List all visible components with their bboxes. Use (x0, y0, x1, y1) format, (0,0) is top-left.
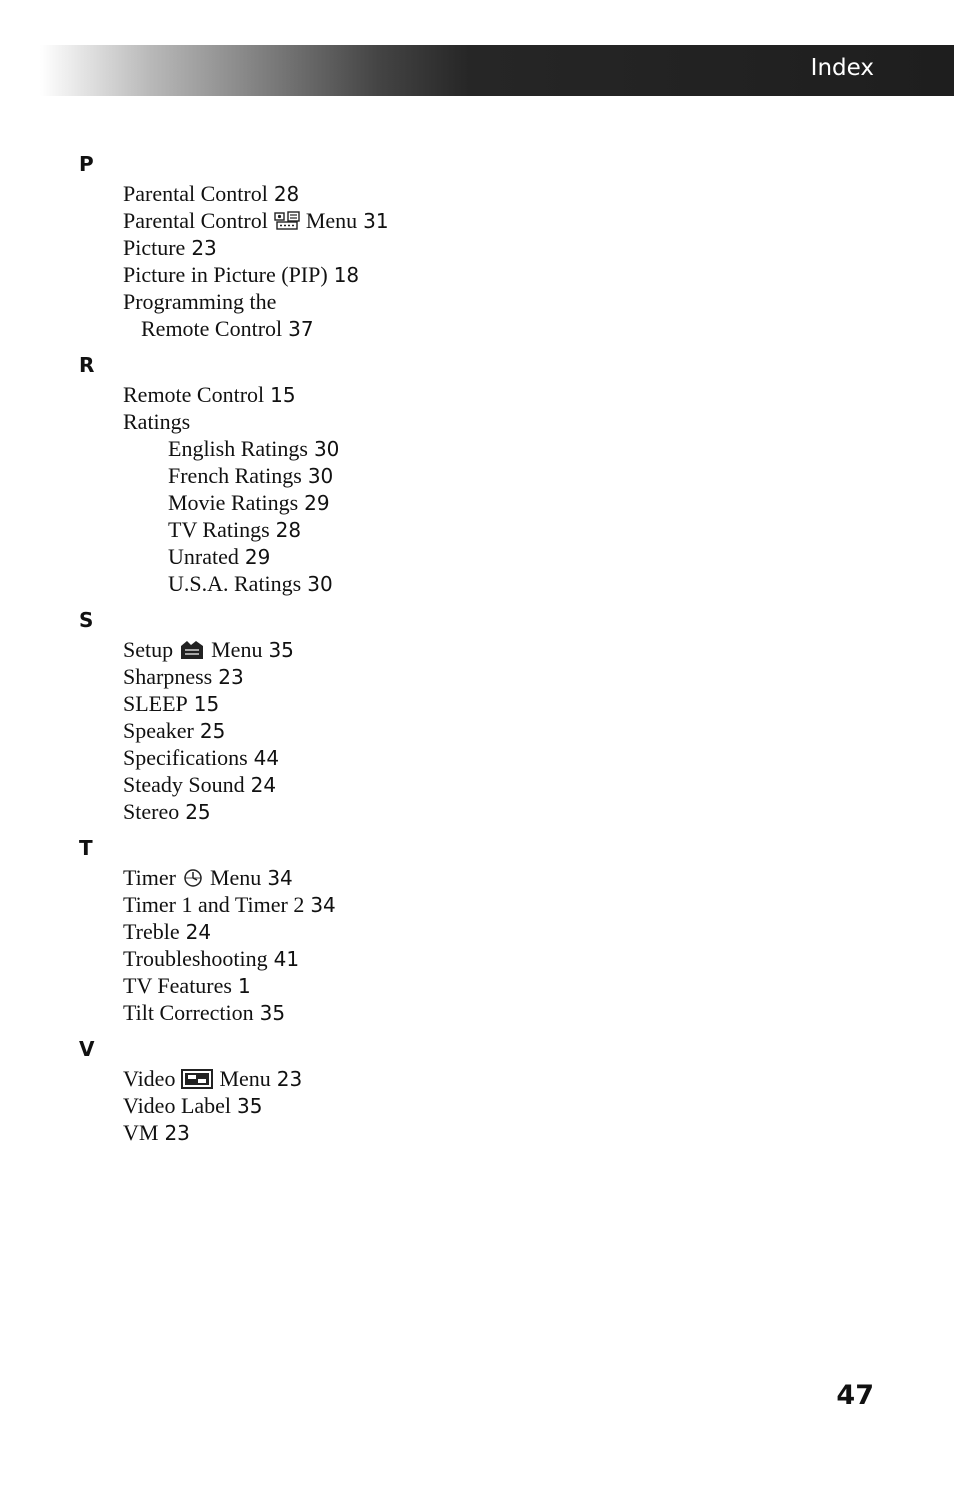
entry-page: 23 (276, 1067, 303, 1091)
entry-page: 23 (164, 1121, 190, 1145)
entry-page: 24 (185, 920, 212, 944)
entry-text: VM (123, 1120, 159, 1145)
entry-page: 23 (191, 236, 217, 260)
entry-text: Picture in Picture (PIP) (123, 262, 328, 287)
index-entry (123, 288, 276, 315)
entry-menu-label: Menu (219, 1066, 271, 1091)
entry-menu-label: Menu (305, 208, 358, 233)
entry-page: 24 (250, 773, 277, 797)
entry-page: 35 (237, 1094, 263, 1118)
index-entry (123, 744, 279, 772)
entry-page: 18 (333, 263, 360, 287)
entry-page: 25 (199, 719, 226, 743)
entry-page: 28 (275, 518, 302, 542)
entry-page: 31 (363, 209, 389, 233)
entry-page: 28 (273, 182, 300, 206)
entry-text: Setup (123, 637, 174, 662)
index-entry (123, 1065, 302, 1093)
entry-text: English Ratings (168, 436, 308, 461)
index-subentry (168, 489, 330, 517)
entry-page: 29 (304, 491, 330, 515)
entry-menu-label: Menu (211, 637, 263, 662)
index-entry (123, 891, 336, 919)
index-entry (123, 690, 219, 718)
index-entry (123, 918, 211, 946)
timer-icon (182, 868, 204, 888)
entry-text: Sharpness (123, 664, 213, 689)
index-entry (123, 798, 211, 826)
entry-text: Movie Ratings (168, 490, 299, 515)
entry-text: Timer 1 and Timer 2 (123, 892, 305, 917)
entry-text: Timer (123, 865, 176, 890)
entry-page: 35 (259, 1001, 286, 1025)
entry-page: 30 (313, 437, 340, 461)
entry-page: 15 (270, 383, 296, 407)
entry-menu-label: Menu (209, 865, 262, 890)
section-letter: V (79, 1037, 95, 1061)
entry-text: TV Ratings (168, 517, 270, 542)
entry-text: TV Features (123, 973, 232, 998)
entry-text: Video (123, 1066, 176, 1091)
index-entry (123, 945, 299, 973)
index-entry (123, 663, 244, 691)
section-letter: T (79, 836, 93, 860)
index-subentry (168, 570, 333, 598)
page-number: 47 (836, 1380, 874, 1411)
header-bar (40, 45, 954, 96)
index-entry (123, 1092, 262, 1120)
entry-page: 34 (267, 866, 293, 890)
setup-icon (179, 640, 205, 660)
entry-text: Stereo (123, 799, 180, 824)
entry-page: 25 (185, 800, 211, 824)
entry-page: 29 (244, 545, 271, 569)
section-letter: R (79, 353, 95, 377)
index-subentry (168, 435, 339, 463)
entry-text: Tilt Correction (123, 1000, 254, 1025)
header-title: Index (810, 55, 874, 81)
entry-page: 30 (307, 464, 334, 488)
index-entry (123, 261, 359, 289)
entry-text: U.S.A. Ratings (168, 571, 302, 596)
entry-page: 23 (218, 665, 244, 689)
entry-text: Unrated (168, 544, 239, 569)
index-entry (123, 1119, 190, 1147)
index-entry (123, 972, 251, 1000)
entry-page: 30 (307, 572, 333, 596)
index-subentry (168, 543, 270, 571)
index-entry (123, 381, 296, 409)
entry-text: Treble (123, 919, 180, 944)
entry-page: 1 (237, 974, 251, 998)
index-subentry (168, 516, 301, 544)
section-letter: P (79, 152, 94, 176)
entry-page: 37 (288, 317, 314, 341)
index-entry (123, 408, 190, 435)
entry-text: Picture (123, 235, 186, 260)
entry-text: Remote Control (141, 316, 283, 341)
index-entry (123, 771, 276, 799)
index-entry (123, 180, 299, 208)
index-entry (123, 717, 225, 745)
index-entry-continuation (141, 315, 314, 343)
index-entry (123, 864, 293, 892)
entry-text: Troubleshooting (123, 946, 268, 971)
index-entry (123, 234, 217, 262)
entry-text: SLEEP (123, 691, 188, 716)
entry-text: Video Label (123, 1093, 232, 1118)
entry-text: Speaker (123, 718, 194, 743)
entry-text: French Ratings (168, 463, 302, 488)
parental-control-icon (274, 211, 300, 231)
entry-text: Remote Control (123, 382, 265, 407)
entry-text: Parental Control (123, 208, 268, 233)
index-entry (123, 999, 285, 1027)
entry-text: Steady Sound (123, 772, 245, 797)
entry-page: 35 (268, 638, 294, 662)
section-letter: S (79, 608, 94, 632)
entry-text: Ratings (123, 409, 191, 434)
entry-page: 41 (273, 947, 300, 971)
index-entry (123, 636, 294, 664)
entry-page: 44 (253, 746, 280, 770)
index-entry (123, 207, 389, 235)
entry-text: Specifications (123, 745, 248, 770)
index-subentry (168, 462, 333, 490)
entry-page: 34 (310, 893, 336, 917)
entry-text: Programming the (123, 289, 277, 314)
video-icon (181, 1069, 213, 1089)
entry-page: 15 (193, 692, 220, 716)
entry-text: Parental Control (123, 181, 268, 206)
